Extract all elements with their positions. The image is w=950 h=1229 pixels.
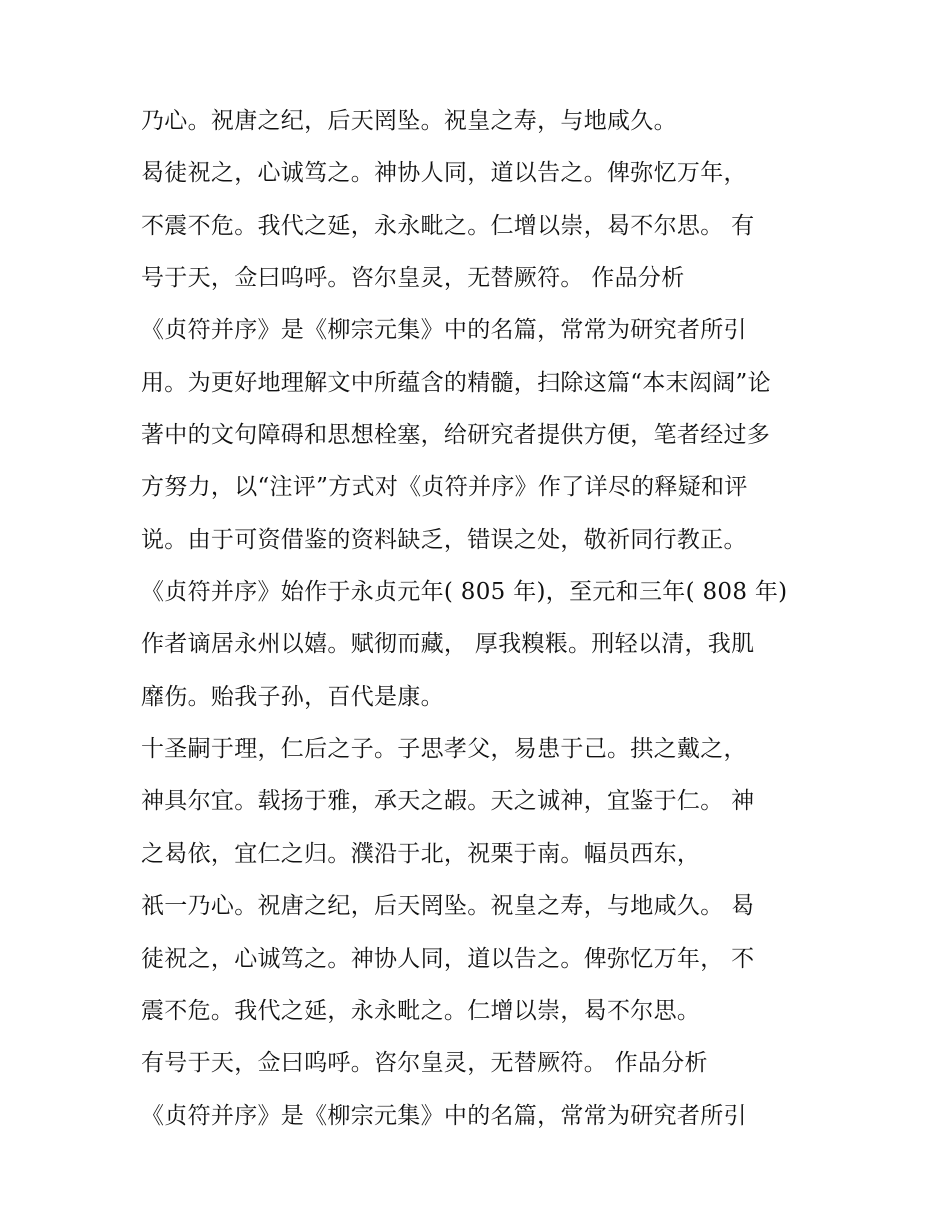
text-line: 震不危。我代之延，永永毗之。仁增以崇，曷不尔思。 (141, 997, 701, 1024)
text-line: 不震不危。我代之延，永永毗之。仁增以崇，曷不尔思。 有 (141, 212, 755, 239)
text-line: 号于天，佥曰呜呼。咨尔皇灵，无替厥符。 作品分析 (141, 265, 685, 292)
text-line: 曷徒祝之，心诚笃之。神协人同，道以告之。俾弥忆万年， (141, 160, 747, 187)
text-line: 《贞符并序》是《柳宗元集》中的名篇，常常为研究者所引 (141, 1102, 747, 1129)
text-line: 祇一乃心。祝唐之纪，后天罔坠。祝皇之寿，与地咸久。 曷 (141, 893, 755, 920)
text-line: 著中的文句障碍和思想栓塞，给研究者提供方便，笔者经过多 (141, 422, 771, 449)
text-line: 十圣嗣于理，仁后之子。子思孝父，易患于己。拱之戴之， (141, 736, 747, 763)
text-line: 有号于天，佥曰呜呼。咨尔皇灵，无替厥符。 作品分析 (141, 1050, 708, 1077)
text-line: 《贞符并序》是《柳宗元集》中的名篇，常常为研究者所引 (141, 317, 747, 344)
text-line: 说。由于可资借鉴的资料缺乏，错误之处，敬祈同行教正。 (141, 526, 747, 553)
text-line: 《贞符并序》始作于永贞元年( 805 年)，至元和三年( 808 年) (141, 579, 788, 606)
text-line: 乃心。祝唐之纪，后天罔坠。祝皇之寿，与地咸久。 (141, 108, 677, 134)
text-line: 方努力，以“注评”方式对《贞符并序》作了详尽的释疑和评 (141, 474, 748, 501)
text-line: 神具尔宜。载扬于雅，承天之嘏。天之诚神，宜鉴于仁。 神 (141, 788, 755, 815)
text-line: 之曷依，宜仁之归。濮沿于北，祝栗于南。幅员西东， (141, 840, 701, 867)
text-line: 徒祝之，心诚笃之。神协人同，道以告之。俾弥忆万年， 不 (141, 945, 755, 972)
text-line: 靡伤。贻我子孙，百代是康。 (141, 683, 444, 710)
document-body (141, 108, 821, 1155)
text-line: 作者谪居永州以嬉。赋彻而藏， 厚我糗粻。刑轻以清，我肌 (141, 631, 755, 658)
text-line: 用。为更好地理解文中所蕴含的精髓，扫除这篇“本末闳阔”论 (141, 369, 771, 396)
